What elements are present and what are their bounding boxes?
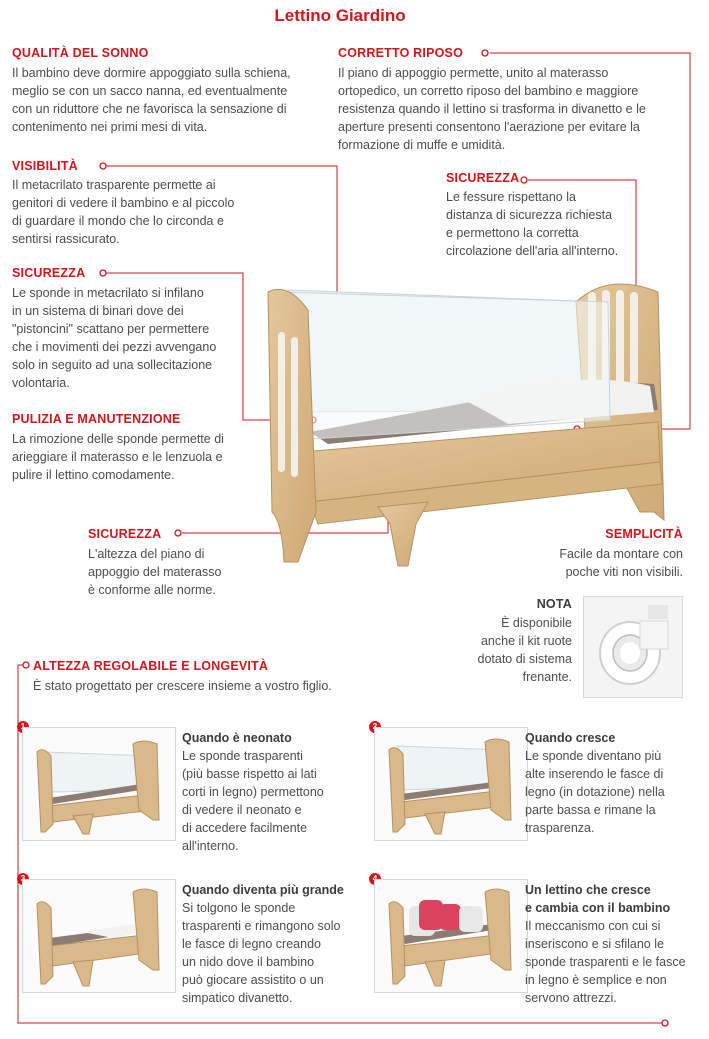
step-4-text: Il meccanismo con cui si inseriscono e si sfilano le sponde trasparenti e le fasce in legno è semplice e non servono attrezzi. [525,919,686,1005]
step-3-text: Si tolgono le sponde trasparenti e rimangono solo le fasce di legno creando un nido dove il bambino può giocare assistito o un simpatico divanetto. [182,901,341,1005]
corretto-text: Il piano di appoggio permette, unito al materasso ortopedico, un corretto riposo del bambino e maggiore resistenza quando il lettino si trasforma in divanetto e le aperture presenti consentono l'aerazione per evitare la formazione di muffe e umidità. [338,66,646,152]
altezza-text: È stato progettato per crescere insieme a vostro figlio. [33,679,332,693]
visibilita-text: Il metacrilato trasparente permette ai genitori di vedere il bambino e al piccolo di guardare il mondo che lo circonda e sentirsi rassicurato. [12,178,235,246]
semplicita-heading: SEMPLICITÀ [605,527,683,541]
corretto-heading: CORRETTO RIPOSO [338,46,464,60]
step-1-image [22,727,176,841]
sicurezza-altezza-text: L'altezza del piano di appoggio del materasso è conforme alle norme. [88,547,222,597]
qualita-heading: QUALITÀ DEL SONNO [12,46,149,60]
step-2-text: Le sponde diventano più alte inserendo le fasce di legno (in dotazione) nella parte bassa e rimane la trasparenza. [525,749,665,835]
altezza-heading: ALTEZZA REGOLABILE E LONGEVITÀ [33,659,269,673]
sicurezza-sponde-text: Le sponde in metacrilato si infilano in un sistema di binari dove dei "pistoncini" scattano per permettere che i movimenti dei pezzi avvengano solo in seguito ad una sollecitazione volontaria. [12,286,217,390]
sicurezza-altezza-heading: SICUREZZA [88,527,162,541]
step-2-title: Quando cresce [525,731,616,745]
sicurezza-fessure-text: Le fessure rispettano la distanza di sicurezza richiesta e permettono la corretta circolazione dell'aria all'interno. [446,190,619,258]
sicurezza-fessure-heading: SICUREZZA [446,171,520,185]
nota-heading: NOTA [536,597,572,611]
step-4-title: Un lettino che cresce e cambia con il bambino [525,883,671,915]
pulizia-text: La rimozione delle sponde permette di arieggiare il materasso e le lenzuola e pulire il lettino comodamente. [12,432,224,482]
step-1-text: Le sponde trasparenti (più basse rispetto ai lati corti in legno) permettono di vedere il neonato e di accedere facilmente all'interno. [182,749,324,853]
step-3-image [22,879,176,993]
qualita-text: Il bambino deve dormire appoggiato sulla schiena, meglio se con un sacco nanna, ed eventualmente con un riduttore che ne favorisca la sensazione di contenimento nei primi mesi di vita. [12,66,291,134]
step-1-title: Quando è neonato [182,731,292,745]
step-2-image [374,727,528,841]
page-title: Lettino Giardino [274,6,406,25]
sicurezza-sponde-heading: SICUREZZA [12,266,86,280]
wheel-kit-image [583,596,683,698]
pulizia-heading: PULIZIA E MANUTENZIONE [12,412,181,426]
step-3-title: Quando diventa più grande [182,883,344,897]
step-4-image [374,879,528,993]
nota-text: È disponibile anche il kit ruote dotato di sistema frenante. [477,616,572,684]
semplicita-text: Facile da montare con poche viti non visibili. [559,547,683,579]
visibilita-heading: VISIBILITÀ [12,159,78,173]
